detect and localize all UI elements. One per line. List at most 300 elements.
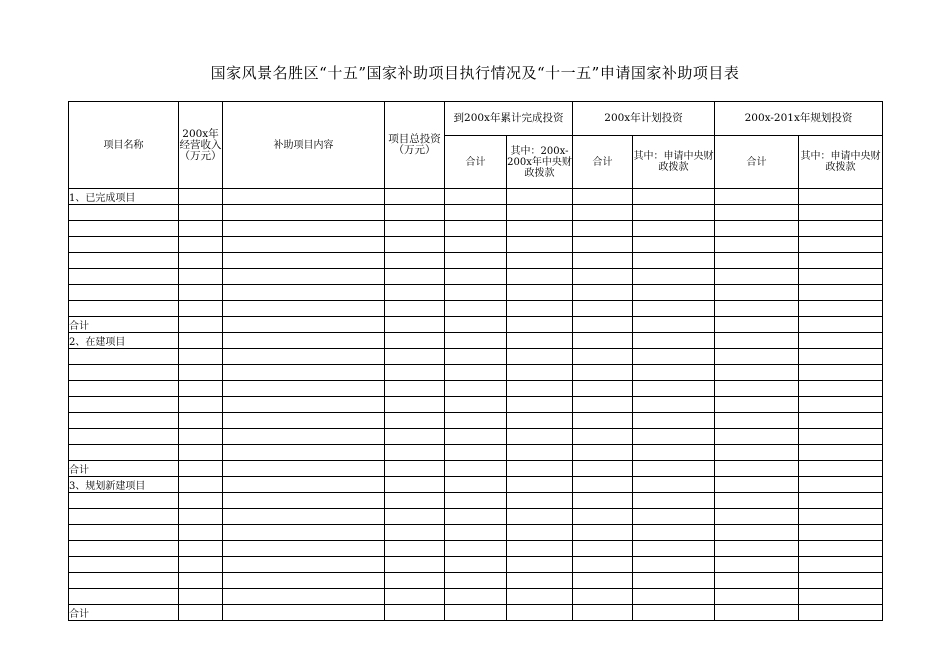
table-cell — [385, 381, 445, 397]
table-cell — [799, 253, 883, 269]
table-cell — [715, 493, 799, 509]
table-cell — [223, 445, 385, 461]
table-cell — [507, 557, 573, 573]
table-cell — [385, 589, 445, 605]
table-cell — [715, 413, 799, 429]
page-title: 国家风景名胜区“十五”国家补助项目执行情况及“十一五”申请国家补助项目表 — [210, 64, 740, 82]
table-cell — [573, 285, 633, 301]
table-cell — [507, 397, 573, 413]
table-cell — [507, 445, 573, 461]
table-cell — [69, 397, 179, 413]
table-cell — [385, 269, 445, 285]
table-cell — [573, 397, 633, 413]
table-cell — [179, 589, 223, 605]
table-cell — [445, 525, 507, 541]
table-cell — [385, 509, 445, 525]
subtotal-row — [69, 317, 883, 333]
table-cell — [69, 205, 179, 221]
table-row — [69, 365, 883, 381]
table-cell — [715, 573, 799, 589]
table-cell — [223, 493, 385, 509]
table-cell — [223, 525, 385, 541]
table-cell — [799, 525, 883, 541]
table-row — [69, 253, 883, 269]
table-cell — [385, 189, 445, 205]
table-cell — [573, 381, 633, 397]
header-completed-total: 合计 — [445, 136, 507, 189]
table-cell — [799, 477, 883, 493]
table-cell — [223, 589, 385, 605]
table-cell — [799, 269, 883, 285]
table-cell — [573, 349, 633, 365]
header-future-total: 合计 — [715, 136, 799, 189]
table-cell — [573, 429, 633, 445]
table-cell — [633, 285, 715, 301]
table-cell — [69, 221, 179, 237]
table-cell — [799, 605, 883, 621]
table-cell — [507, 509, 573, 525]
table-cell — [179, 189, 223, 205]
table-cell — [445, 317, 507, 333]
table-row — [69, 509, 883, 525]
header-future-central: 其中：申请中央财政拨款 — [799, 136, 883, 189]
table-cell — [799, 509, 883, 525]
table-cell — [385, 397, 445, 413]
table-cell — [445, 477, 507, 493]
table-row — [69, 237, 883, 253]
table-cell — [385, 349, 445, 365]
table-cell — [573, 493, 633, 509]
table-cell — [223, 477, 385, 493]
table-cell — [223, 413, 385, 429]
table-cell — [573, 477, 633, 493]
section-header-row — [69, 189, 883, 205]
table-cell — [633, 237, 715, 253]
table-cell — [573, 445, 633, 461]
table-cell — [715, 605, 799, 621]
table-cell — [223, 365, 385, 381]
table-cell — [715, 557, 799, 573]
table-row — [69, 301, 883, 317]
table-cell — [179, 605, 223, 621]
table-cell — [179, 237, 223, 253]
section-header-label: 2、在建项目 — [69, 333, 179, 349]
table-cell — [445, 269, 507, 285]
table-cell — [69, 541, 179, 557]
table-cell — [385, 525, 445, 541]
table-cell — [69, 285, 179, 301]
table-cell — [507, 525, 573, 541]
table-cell — [69, 573, 179, 589]
table-cell — [385, 445, 445, 461]
table-cell — [799, 221, 883, 237]
table-cell — [715, 349, 799, 365]
subsidy-projects-table — [68, 101, 883, 621]
header-revenue: 200x年经营收入（万元） — [179, 102, 223, 189]
table-cell — [573, 413, 633, 429]
table-cell — [633, 605, 715, 621]
table-cell — [715, 509, 799, 525]
table-cell — [633, 557, 715, 573]
table-cell — [223, 461, 385, 477]
table-cell — [715, 317, 799, 333]
table-cell — [69, 365, 179, 381]
table-cell — [445, 589, 507, 605]
header-plan-total: 合计 — [573, 136, 633, 189]
table-cell — [69, 525, 179, 541]
header-completed-central: 其中：200x-200x年中央财政拨款 — [507, 136, 573, 189]
table-cell — [573, 221, 633, 237]
table-cell — [799, 461, 883, 477]
table-cell — [715, 237, 799, 253]
table-cell — [445, 493, 507, 509]
table-cell — [715, 381, 799, 397]
table-cell — [223, 509, 385, 525]
table-cell — [179, 333, 223, 349]
table-cell — [507, 189, 573, 205]
table-cell — [385, 493, 445, 509]
table-cell — [179, 445, 223, 461]
table-cell — [633, 461, 715, 477]
table-row — [69, 221, 883, 237]
table-cell — [179, 317, 223, 333]
table-cell — [799, 381, 883, 397]
table-row — [69, 413, 883, 429]
table-cell — [799, 365, 883, 381]
table-cell — [633, 397, 715, 413]
table-cell — [223, 333, 385, 349]
table-cell — [179, 413, 223, 429]
table-cell — [385, 365, 445, 381]
table-cell — [385, 557, 445, 573]
table-cell — [573, 237, 633, 253]
subtotal-label: 合计 — [69, 317, 179, 333]
table-cell — [633, 445, 715, 461]
table-cell — [633, 205, 715, 221]
table-cell — [223, 573, 385, 589]
table-cell — [385, 301, 445, 317]
table-cell — [507, 493, 573, 509]
table-row — [69, 493, 883, 509]
table-cell — [179, 461, 223, 477]
table-cell — [223, 237, 385, 253]
table-cell — [445, 413, 507, 429]
table-cell — [69, 269, 179, 285]
table-cell — [633, 365, 715, 381]
table-cell — [507, 605, 573, 621]
table-cell — [223, 397, 385, 413]
table-cell — [715, 205, 799, 221]
table-cell — [573, 333, 633, 349]
table-cell — [799, 493, 883, 509]
table-cell — [445, 381, 507, 397]
table-cell — [799, 429, 883, 445]
table-cell — [799, 285, 883, 301]
table-cell — [715, 461, 799, 477]
table-cell — [799, 189, 883, 205]
table-cell — [633, 477, 715, 493]
table-cell — [715, 445, 799, 461]
table-cell — [799, 349, 883, 365]
table-cell — [507, 541, 573, 557]
table-cell — [715, 285, 799, 301]
table-cell — [633, 429, 715, 445]
table-cell — [715, 541, 799, 557]
table-cell — [507, 317, 573, 333]
table-cell — [445, 365, 507, 381]
table-cell — [633, 349, 715, 365]
table-cell — [507, 365, 573, 381]
table-cell — [69, 429, 179, 445]
table-cell — [633, 253, 715, 269]
table-row — [69, 557, 883, 573]
table-cell — [445, 253, 507, 269]
table-cell — [385, 605, 445, 621]
table-cell — [69, 493, 179, 509]
table-cell — [715, 365, 799, 381]
table-cell — [507, 589, 573, 605]
table-cell — [223, 285, 385, 301]
table-cell — [223, 557, 385, 573]
table-cell — [799, 557, 883, 573]
table-cell — [799, 205, 883, 221]
header-project-name: 项目名称 — [69, 102, 179, 189]
table-cell — [633, 589, 715, 605]
header-content: 补助项目内容 — [223, 102, 385, 189]
table-cell — [223, 189, 385, 205]
table-cell — [69, 557, 179, 573]
table-cell — [633, 269, 715, 285]
header-total-investment: 项目总投资（万元） — [385, 102, 445, 189]
table-row — [69, 525, 883, 541]
table-cell — [445, 285, 507, 301]
table-cell — [69, 509, 179, 525]
table-cell — [385, 541, 445, 557]
table-cell — [445, 541, 507, 557]
table-row — [69, 349, 883, 365]
subtotal-row — [69, 605, 883, 621]
table-cell — [385, 237, 445, 253]
table-cell — [179, 285, 223, 301]
table-cell — [507, 285, 573, 301]
table-cell — [223, 349, 385, 365]
table-cell — [633, 541, 715, 557]
table-cell — [445, 349, 507, 365]
table-cell — [179, 397, 223, 413]
table-cell — [633, 413, 715, 429]
table-cell — [445, 205, 507, 221]
table-cell — [179, 301, 223, 317]
table-cell — [445, 573, 507, 589]
table-cell — [385, 221, 445, 237]
table-cell — [715, 221, 799, 237]
table-cell — [507, 301, 573, 317]
table-cell — [445, 189, 507, 205]
table-cell — [799, 573, 883, 589]
table-cell — [385, 333, 445, 349]
table-cell — [507, 429, 573, 445]
table-cell — [223, 253, 385, 269]
table-cell — [633, 317, 715, 333]
table-cell — [507, 221, 573, 237]
table-cell — [507, 381, 573, 397]
table-row — [69, 205, 883, 221]
table-cell — [179, 477, 223, 493]
table-cell — [633, 221, 715, 237]
table-cell — [799, 445, 883, 461]
table-cell — [715, 429, 799, 445]
table-cell — [179, 573, 223, 589]
header-group-future: 200x-201x年规划投资 — [715, 102, 883, 136]
table-cell — [69, 237, 179, 253]
table-cell — [69, 253, 179, 269]
table-cell — [573, 205, 633, 221]
table-cell — [507, 205, 573, 221]
table-cell — [573, 461, 633, 477]
table-row — [69, 589, 883, 605]
section-header-label: 3、规划新建项目 — [69, 477, 179, 493]
table-cell — [179, 429, 223, 445]
table-cell — [573, 589, 633, 605]
table-cell — [633, 189, 715, 205]
table-cell — [445, 429, 507, 445]
table-cell — [385, 477, 445, 493]
table-cell — [69, 413, 179, 429]
table-cell — [715, 269, 799, 285]
table-cell — [385, 429, 445, 445]
header-group-plan: 200x年计划投资 — [573, 102, 715, 136]
table-cell — [799, 237, 883, 253]
table-cell — [179, 349, 223, 365]
table-cell — [715, 333, 799, 349]
subtotal-row — [69, 461, 883, 477]
table-cell — [179, 557, 223, 573]
table-cell — [573, 541, 633, 557]
table-row — [69, 381, 883, 397]
table-cell — [179, 253, 223, 269]
table-cell — [507, 461, 573, 477]
table-cell — [223, 381, 385, 397]
table-cell — [633, 381, 715, 397]
table-cell — [573, 557, 633, 573]
table-cell — [715, 253, 799, 269]
table-cell — [445, 397, 507, 413]
table-cell — [69, 589, 179, 605]
table-cell — [445, 333, 507, 349]
table-cell — [223, 317, 385, 333]
header-group-completed: 到200x年累计完成投资 — [445, 102, 573, 136]
table-cell — [69, 445, 179, 461]
table-cell — [633, 525, 715, 541]
section-header-label: 1、已完成项目 — [69, 189, 179, 205]
table-cell — [385, 413, 445, 429]
table-cell — [715, 589, 799, 605]
table-cell — [223, 205, 385, 221]
table-cell — [507, 573, 573, 589]
table-cell — [69, 301, 179, 317]
table-cell — [445, 557, 507, 573]
table-cell — [385, 573, 445, 589]
table-cell — [573, 269, 633, 285]
table-cell — [445, 445, 507, 461]
table-cell — [179, 509, 223, 525]
table-cell — [179, 525, 223, 541]
table-cell — [799, 317, 883, 333]
table-row — [69, 541, 883, 557]
table-cell — [573, 573, 633, 589]
section-header-row — [69, 477, 883, 493]
table-cell — [223, 429, 385, 445]
table-cell — [179, 381, 223, 397]
table-cell — [507, 477, 573, 493]
table-row — [69, 445, 883, 461]
table-row — [69, 397, 883, 413]
table-cell — [633, 573, 715, 589]
table-cell — [507, 349, 573, 365]
table-cell — [179, 205, 223, 221]
table-cell — [799, 333, 883, 349]
table-cell — [799, 301, 883, 317]
table-row — [69, 573, 883, 589]
table-cell — [715, 397, 799, 413]
header-plan-central: 其中：申请中央财政拨款 — [633, 136, 715, 189]
table-cell — [799, 397, 883, 413]
table-cell — [799, 413, 883, 429]
table-cell — [445, 509, 507, 525]
table-cell — [799, 541, 883, 557]
table-cell — [507, 269, 573, 285]
table-cell — [715, 525, 799, 541]
table-cell — [715, 189, 799, 205]
table-cell — [385, 317, 445, 333]
table-cell — [573, 509, 633, 525]
table-cell — [223, 269, 385, 285]
table-cell — [715, 477, 799, 493]
table-cell — [573, 365, 633, 381]
table-cell — [445, 237, 507, 253]
table-cell — [223, 301, 385, 317]
table-cell — [573, 525, 633, 541]
subtotal-label: 合计 — [69, 461, 179, 477]
table-cell — [445, 301, 507, 317]
table-cell — [385, 285, 445, 301]
table-cell — [179, 269, 223, 285]
table-cell — [385, 461, 445, 477]
table-cell — [179, 365, 223, 381]
table-cell — [223, 541, 385, 557]
table-cell — [445, 461, 507, 477]
table-cell — [179, 221, 223, 237]
subtotal-label: 合计 — [69, 605, 179, 621]
table-cell — [385, 253, 445, 269]
table-cell — [799, 589, 883, 605]
table-cell — [573, 317, 633, 333]
table-row — [69, 269, 883, 285]
table-cell — [507, 253, 573, 269]
table-row — [69, 429, 883, 445]
table-cell — [179, 541, 223, 557]
table-cell — [445, 605, 507, 621]
table-row — [69, 285, 883, 301]
table-cell — [633, 333, 715, 349]
table-cell — [573, 253, 633, 269]
table-cell — [223, 221, 385, 237]
section-header-row — [69, 333, 883, 349]
table-cell — [507, 333, 573, 349]
table-cell — [179, 493, 223, 509]
table-cell — [445, 221, 507, 237]
table-cell — [223, 605, 385, 621]
